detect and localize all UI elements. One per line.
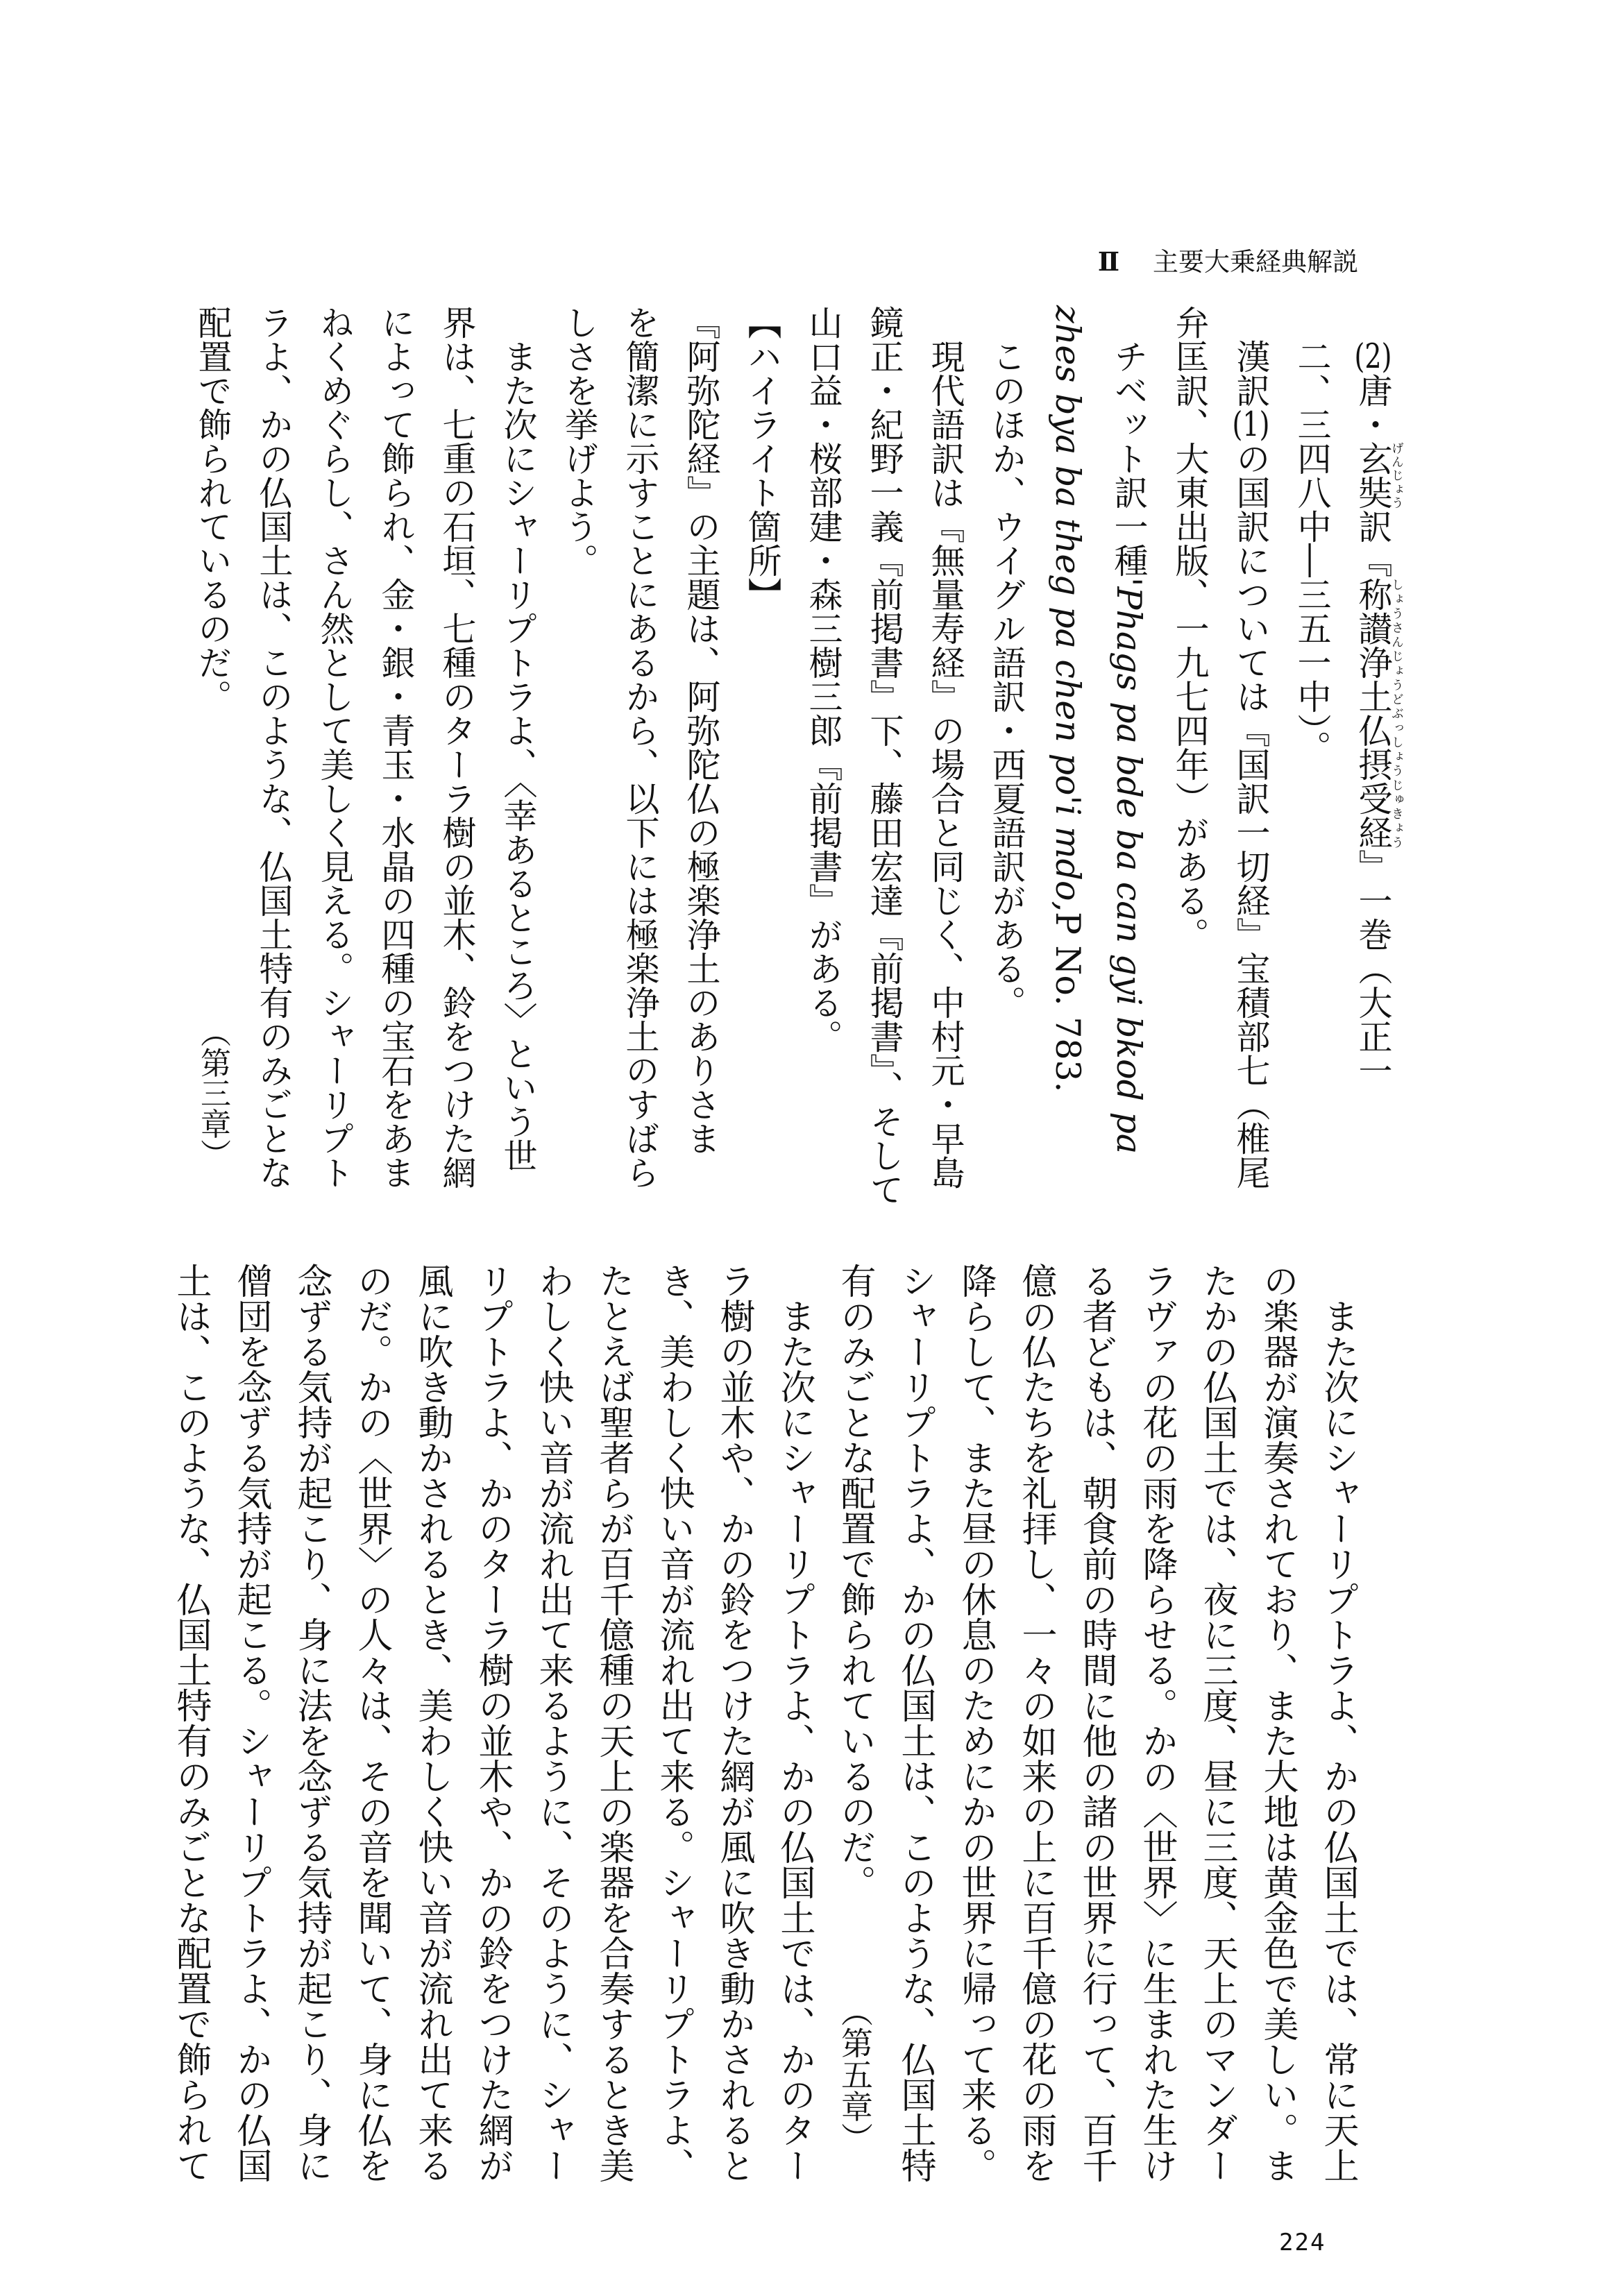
text-fragment: チベット訳一種 bbox=[1109, 305, 1149, 577]
text-line bbox=[764, 1263, 824, 2186]
line-text: ラヴァの花の雨を降らせる。かの〈世界〉に生まれた生け bbox=[1136, 1263, 1177, 2183]
text-line bbox=[583, 1263, 643, 2186]
line-text: き、美わしく快い音が流れ出て来る。シャーリプトラよ、 bbox=[653, 1263, 694, 2183]
line-text: たかの仏国土では、夜に三度、昼に三度、天上のマンダー bbox=[1196, 1263, 1237, 2183]
line-text: リプトラよ、かのターラ樹の並木や、かの鈴をつけた網が bbox=[472, 1263, 513, 2183]
ruby-base: 玄奘 bbox=[1353, 441, 1393, 509]
line-text: 念ずる気持が起こり、身に法を念ずる気持が起こり、身に bbox=[291, 1263, 332, 2183]
text-line bbox=[182, 305, 243, 1200]
line-text: 山口益・桜部建・森三樹三郎『前掲書』がある。 bbox=[804, 305, 843, 1053]
text-line bbox=[731, 305, 793, 1200]
text-fragment: 』一巻（大正一 bbox=[1353, 849, 1393, 1087]
line-text: 【ハイライト箇所】 bbox=[743, 305, 782, 611]
tibetan-title: 'Phags pa bde ba can gyi bkod pa bbox=[1109, 577, 1149, 1155]
line-text: シャーリプトラよ、かの仏国土は、このような、仏国土特 bbox=[895, 1263, 936, 2183]
line-text: また次にシャーリプトラよ、かの仏国土では、かのター bbox=[774, 1263, 815, 2183]
translator-name bbox=[1342, 441, 1403, 509]
upper-text-block bbox=[182, 305, 1404, 1207]
catalog-number: P No. 783. bbox=[1048, 912, 1088, 1093]
line-text: 僧団を念ずる気持が起こる。シャーリプトラよ、かの仏国 bbox=[230, 1263, 271, 2183]
text-line bbox=[1098, 305, 1159, 1200]
line-text: 億の仏たちを礼拝し、一々の如来の上に百千億の花の雨を bbox=[1015, 1263, 1056, 2183]
text-line bbox=[1066, 1263, 1126, 2186]
text-line bbox=[643, 1263, 704, 2186]
sutra-title bbox=[1342, 577, 1403, 849]
text-line bbox=[462, 1263, 523, 2186]
text-line bbox=[281, 1263, 341, 2186]
line-text: ラ樹の並木や、かの鈴をつけた網が風に吹き動かされると bbox=[713, 1263, 754, 2183]
text-fragment: の国訳については『国訳一切経』宝積部七（椎尾 bbox=[1231, 441, 1271, 1189]
running-header bbox=[1098, 244, 1358, 280]
line-text: 配置で飾られているのだ。 bbox=[193, 305, 232, 713]
furigana: げんじょう bbox=[1389, 441, 1404, 509]
text-line bbox=[341, 1263, 402, 2186]
note-number: (1) bbox=[1232, 407, 1270, 441]
line-text: ラよ、かの仏国土は、このような、仏国土特有のみごとな bbox=[254, 305, 294, 1189]
page-number: 224 bbox=[1279, 2229, 1326, 2256]
text-line bbox=[609, 305, 670, 1200]
line-text: 有のみごとな配置で飾られているのだ。 bbox=[834, 1263, 875, 1900]
text-line bbox=[854, 305, 915, 1207]
text-line bbox=[1308, 1263, 1368, 2186]
line-text: また次にシャーリプトラよ、かの仏国土では、常に天上 bbox=[1317, 1263, 1358, 2183]
line-text: を簡潔に示すことにあるから、以下には極楽浄土のすばら bbox=[620, 305, 660, 1189]
line-text: 鏡正・紀野一義『前掲書』下、藤田宏達『前掲書』、そして bbox=[865, 305, 904, 1207]
line-text: のだ。かの〈世界〉の人々は、その音を聞いて、身に仏を bbox=[351, 1263, 392, 2183]
text-line bbox=[426, 305, 487, 1200]
line-text: たとえば聖者らが百千億種の天上の楽器を合奏するとき美 bbox=[593, 1263, 634, 2183]
text-fragment: 訳『 bbox=[1353, 509, 1393, 577]
section-number: Ⅱ bbox=[1097, 246, 1119, 277]
text-line bbox=[548, 305, 609, 1200]
line-text: の楽器が演奏されており、また大地は黄金色で美しい。ま bbox=[1257, 1263, 1298, 2183]
text-line bbox=[365, 305, 426, 1200]
line-text: 土は、このような、仏国土特有のみごとな配置で飾られて bbox=[170, 1263, 211, 2183]
text-line bbox=[1037, 305, 1098, 1200]
text-line bbox=[1220, 305, 1281, 1200]
text-line bbox=[243, 305, 304, 1200]
line-text: 降らして、また昼の休息のためにかの世界に帰って来る。 bbox=[955, 1263, 996, 2183]
line-text: る者どもは、朝食前の時間に他の諸の世界に行って、百千 bbox=[1076, 1263, 1117, 2183]
line-text: によって飾られ、金・銀・青玉・水晶の四種の宝石をあま bbox=[376, 305, 416, 1189]
text-line bbox=[704, 1263, 764, 2186]
line-text: 『阿弥陀経』の主題は、阿弥陀仏の極楽浄土のありさま bbox=[682, 305, 721, 1155]
text-line bbox=[1247, 1263, 1308, 2186]
chapter-reference: （第五章） bbox=[836, 1994, 874, 2154]
lower-text-block bbox=[160, 1263, 1368, 2186]
line-text: 現代語訳は『無量寿経』の場合と同じく、中村元・早島 bbox=[926, 305, 965, 1189]
line-text: ねくめぐらし、さん然として美しく見える。シャーリプト bbox=[315, 305, 355, 1189]
text-line bbox=[915, 305, 976, 1200]
text-line bbox=[793, 305, 854, 1200]
text-line bbox=[824, 1263, 885, 2186]
ruby-base: 称讃浄土仏摂受経 bbox=[1353, 577, 1393, 849]
line-text: 風に吹き動かされるとき、美わしく快い音が流れ出て来る bbox=[412, 1263, 452, 2183]
furigana: しょうさんじょうどぶっしょうじゅきょう bbox=[1389, 577, 1404, 849]
line-text: しさを挙げよう。 bbox=[559, 305, 599, 577]
text-fragment: 唐・ bbox=[1353, 373, 1393, 441]
text-line bbox=[1126, 1263, 1187, 2186]
text-line bbox=[1006, 1263, 1066, 2186]
text-line bbox=[221, 1263, 281, 2186]
tibetan-title: zhes bya ba theg pa chen po'i mdo, bbox=[1048, 305, 1088, 912]
entry-heading-line bbox=[1342, 305, 1403, 1200]
text-line bbox=[402, 1263, 462, 2186]
text-line bbox=[945, 1263, 1006, 2186]
text-line bbox=[160, 1263, 221, 2186]
chapter-reference: （第三章） bbox=[195, 1017, 230, 1170]
text-line bbox=[670, 305, 731, 1200]
text-line bbox=[976, 305, 1037, 1200]
section-title: 主要大乗経典解説 bbox=[1153, 247, 1358, 277]
text-fragment: 漢訳 bbox=[1231, 305, 1271, 407]
line-text: 界は、七重の石垣、七種のターラ樹の並木、鈴をつけた網 bbox=[437, 305, 477, 1189]
line-text: わしく快い音が流れ出て来るように、そのように、シャー bbox=[532, 1263, 573, 2183]
text-line bbox=[1187, 1263, 1247, 2186]
text-line bbox=[885, 1263, 945, 2186]
text-line: 二、三四八中―三五一中）。 bbox=[1292, 305, 1332, 765]
text-line: 弁匡訳、大東出版、一九七四年）がある。 bbox=[1170, 305, 1210, 951]
text-line bbox=[304, 305, 365, 1200]
line-text: また次にシャーリプトラよ、〈幸あるところ〉という世 bbox=[498, 305, 538, 1173]
text-line bbox=[487, 305, 548, 1200]
text-line bbox=[523, 1263, 583, 2186]
entry-number: (2) bbox=[1354, 339, 1392, 373]
line-text: このほか、ウイグル語訳・西夏語訳がある。 bbox=[987, 305, 1026, 1019]
